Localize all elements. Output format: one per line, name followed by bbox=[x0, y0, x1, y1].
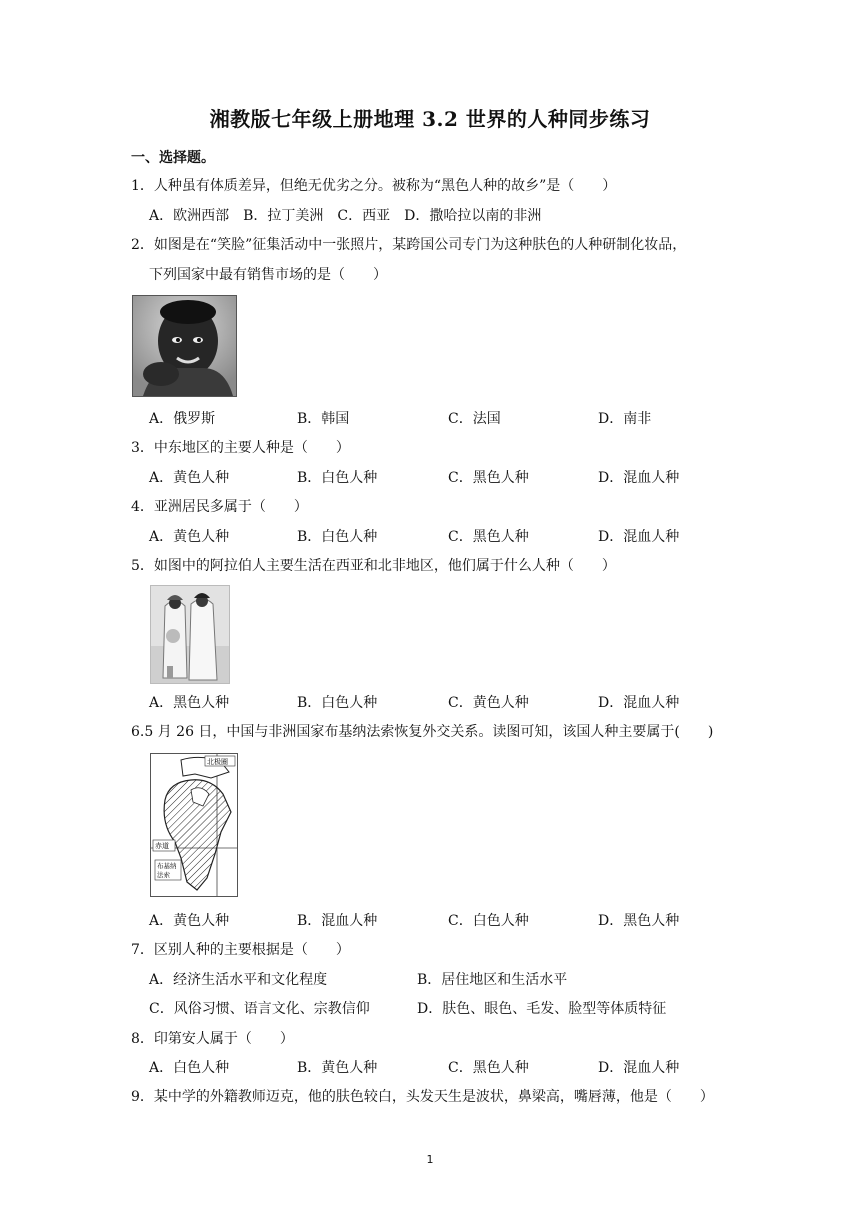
question-8-option-c: C．黑色人种 bbox=[448, 1060, 529, 1076]
question-2-option-a: A．俄罗斯 bbox=[149, 411, 216, 427]
question-6: 6.5 月 26 日，中国与非洲国家布基纳法索恢复外交关系。读图可知，该国人种主要属于( ) bbox=[131, 724, 714, 740]
question-4: 4．亚洲居民多属于（ ） bbox=[131, 499, 308, 515]
question-3-option-d: D．混血人种 bbox=[598, 470, 680, 486]
question-6-option-c: C．白色人种 bbox=[448, 913, 529, 929]
page-title: 湘教版七年级上册地理 3.2 世界的人种同步练习 bbox=[209, 107, 651, 131]
question-5-option-c: C．黄色人种 bbox=[448, 695, 529, 711]
question-4-option-a: A．黄色人种 bbox=[149, 529, 230, 545]
child-photo bbox=[132, 295, 237, 397]
arab-men-photo bbox=[150, 585, 230, 684]
question-2-line-1: 2．如图是在“笑脸”征集活动中一张照片，某跨国公司专门为这种肤色的人种研制化妆品， bbox=[131, 237, 687, 253]
question-8: 8．印第安人属于（ ） bbox=[131, 1031, 294, 1047]
question-7-option-b: B．居住地区和生活水平 bbox=[417, 972, 568, 988]
question-1-options: A．欧洲西部 B．拉丁美洲 C．西亚 D．撒哈拉以南的非洲 bbox=[149, 208, 542, 224]
question-5-option-b: B．白色人种 bbox=[297, 695, 378, 711]
question-2-line-2: 下列国家中最有销售市场的是（ ） bbox=[149, 267, 387, 283]
map-label-north: 北极圈 bbox=[207, 758, 228, 766]
question-3-option-b: B．白色人种 bbox=[297, 470, 378, 486]
question-7: 7．区别人种的主要根据是（ ） bbox=[131, 942, 350, 958]
section-heading: 一、选择题。 bbox=[131, 150, 215, 166]
question-7-option-d: D．肤色、眼色、毛发、脸型等体质特征 bbox=[417, 1001, 667, 1017]
map-label-equator: 赤道 bbox=[155, 842, 169, 850]
question-7-option-a: A．经济生活水平和文化程度 bbox=[149, 972, 328, 988]
question-5: 5．如图中的阿拉伯人主要生活在西亚和北非地区，他们属于什么人种（ ） bbox=[131, 558, 616, 574]
question-8-option-b: B．黄色人种 bbox=[297, 1060, 378, 1076]
map-label-country: 布基纳法索 bbox=[157, 862, 177, 879]
question-4-option-b: B．白色人种 bbox=[297, 529, 378, 545]
question-6-option-d: D．黑色人种 bbox=[598, 913, 680, 929]
question-9: 9．某中学的外籍教师迈克，他的肤色较白，头发天生是波状，鼻梁高，嘴唇薄，他是（ ） bbox=[131, 1089, 714, 1105]
question-3-option-c: C．黑色人种 bbox=[448, 470, 529, 486]
page-number: 1 bbox=[426, 1153, 434, 1166]
africa-map bbox=[150, 753, 238, 897]
question-4-option-d: D．混血人种 bbox=[598, 529, 680, 545]
question-3-option-a: A．黄色人种 bbox=[149, 470, 230, 486]
question-6-option-b: B．混血人种 bbox=[297, 913, 378, 929]
question-3: 3．中东地区的主要人种是（ ） bbox=[131, 440, 350, 456]
question-5-option-a: A．黑色人种 bbox=[149, 695, 230, 711]
question-8-option-d: D．混血人种 bbox=[598, 1060, 680, 1076]
question-4-option-c: C．黑色人种 bbox=[448, 529, 529, 545]
question-2-option-c: C．法国 bbox=[448, 411, 501, 427]
question-6-option-a: A．黄色人种 bbox=[149, 913, 230, 929]
question-1: 1．人种虽有体质差异，但绝无优劣之分。被称为“黑色人种的故乡”是（ ） bbox=[131, 178, 617, 194]
question-7-option-c: C．风俗习惯、语言文化、宗教信仰 bbox=[149, 1001, 370, 1017]
question-5-option-d: D．混血人种 bbox=[598, 695, 680, 711]
question-2-option-d: D．南非 bbox=[598, 411, 652, 427]
question-2-option-b: B．韩国 bbox=[297, 411, 350, 427]
question-8-option-a: A．白色人种 bbox=[149, 1060, 230, 1076]
